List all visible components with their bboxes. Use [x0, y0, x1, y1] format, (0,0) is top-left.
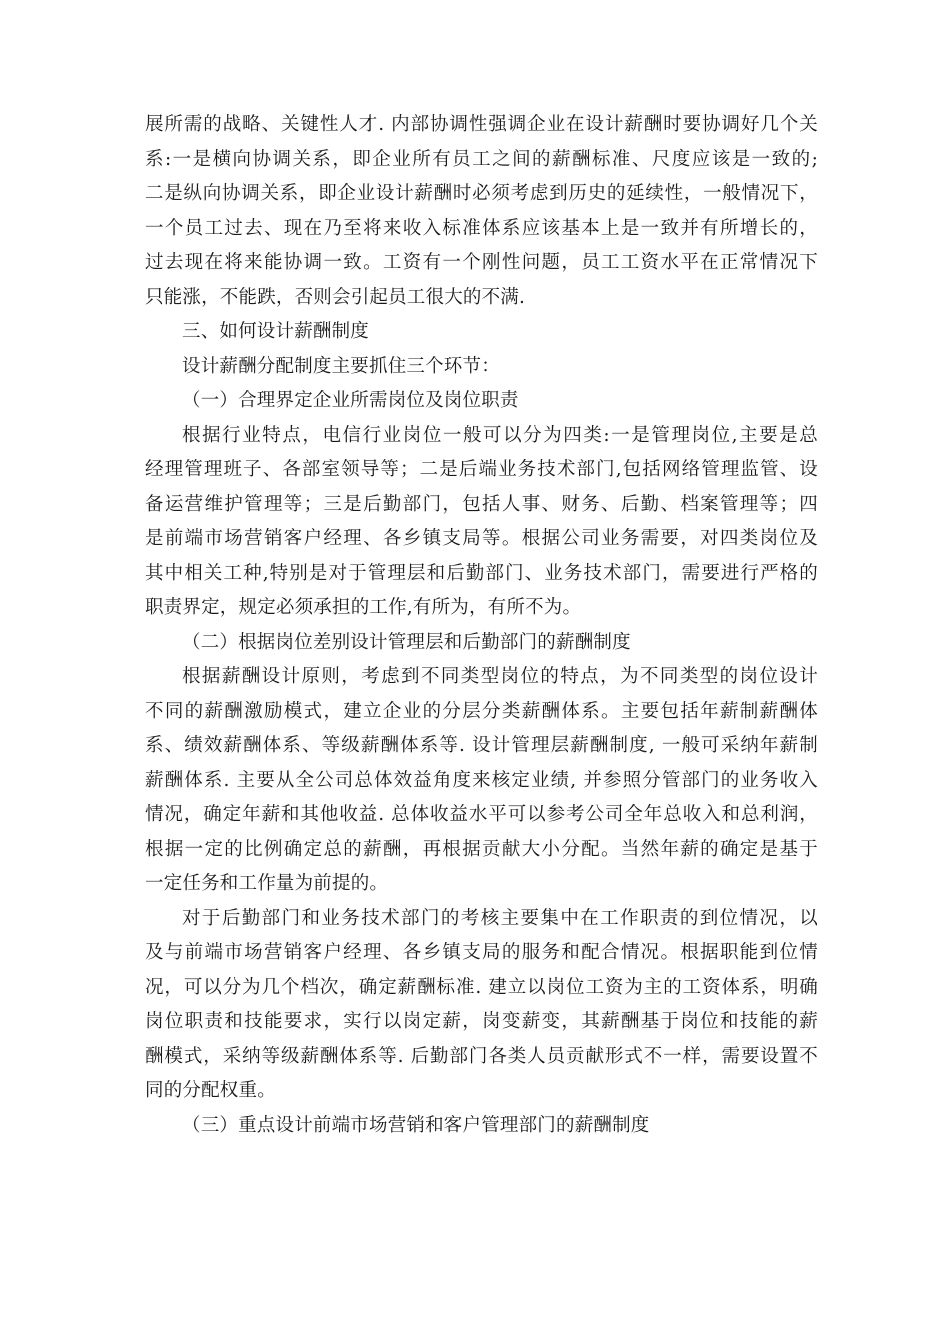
text-line: 备运营维护管理等；三是后勤部门，包括人事、财务、后勤、档案管理等；四 [145, 493, 818, 515]
text-line: 一个员工过去、现在乃至将来收入标准体系应该基本上是一致并有所增长的， [145, 217, 818, 239]
paragraph-internal-coordination [145, 108, 818, 315]
text-line: 二是纵向协调关系，即企业设计薪酬时必须考虑到历史的延续性，一般情况下， [145, 183, 818, 204]
text-line: 薪酬体系. 主要从全公司总体效益角度来核定业绩, 并参照分管部门的业务收入 [145, 769, 818, 791]
subsection-heading-2: （二）根据岗位差别设计管理层和后勤部门的薪酬制度 [182, 631, 631, 653]
text-line: 其中相关工种,特别是对于管理层和后勤部门、业务技术部门，需要进行严格的 [145, 562, 818, 584]
subsection-heading-3: （三）重点设计前端市场营销和客户管理部门的薪酬制度 [182, 1114, 650, 1136]
text-line: 系:一是横向协调关系，即企业所有员工之间的薪酬标准、尺度应该是一致的; [145, 148, 818, 170]
text-line: 同的分配权重。 [145, 1080, 276, 1101]
text-line: 岗位职责和技能要求，实行以岗定薪，岗变薪变，其薪酬基于岗位和技能的薪 [145, 1011, 818, 1032]
text-line: 情况，确定年薪和其他收益. 总体收益水平可以参考公司全年总收入和总利润， [145, 804, 818, 825]
text-line: 过去现在将来能协调一致。工资有一个刚性问题，员工工资水平在正常情况下 [145, 252, 818, 273]
paragraph-job-categories [145, 419, 818, 626]
text-line: 经理管理班子、各部室领导等；二是后端业务技术部门,包括网络管理监管、设 [145, 459, 818, 480]
text-line: 根据一定的比例确定总的薪酬，再根据贡献大小分配。当然年薪的确定是基于 [145, 838, 818, 860]
subsection-heading-1: （一）合理界定企业所需岗位及岗位职责 [182, 390, 519, 411]
text-line: 系、绩效薪酬体系、等级薪酬体系等. 设计管理层薪酬制度, 一般可采纳年薪制 [145, 735, 818, 756]
text-line: 根据行业特点，电信行业岗位一般可以分为四类:一是管理岗位,主要是总 [182, 424, 818, 446]
section-intro: 设计薪酬分配制度主要抓住三个环节： [182, 355, 500, 377]
text-line: 不同的薪酬激励模式，建立企业的分层分类薪酬体系。主要包括年薪制薪酬体 [145, 700, 818, 722]
text-line: 及与前端市场营销客户经理、各乡镇支局的服务和配合情况。根据职能到位情 [145, 942, 818, 963]
text-line: 一定任务和工作量为前提的。 [145, 873, 389, 894]
paragraph-salary-design-principles [145, 660, 818, 902]
text-line: 只能涨，不能跌，否则会引起员工很大的不满. [145, 286, 526, 308]
paragraph-support-departments [145, 902, 818, 1109]
text-line: 酬模式，采纳等级薪酬体系等. 后勤部门各类人员贡献形式不一样，需要设置不 [145, 1045, 818, 1067]
text-line: 况，可以分为几个档次，确定薪酬标准. 建立以岗位工资为主的工资体系，明确 [145, 976, 818, 998]
text-line: 是前端市场营销客户经理、各乡镇支局等。根据公司业务需要，对四类岗位及 [145, 528, 818, 549]
text-line: 对于后勤部门和业务技术部门的考核主要集中在工作职责的到位情况，以 [182, 907, 818, 929]
section-heading: 三、如何设计薪酬制度 [182, 321, 370, 342]
text-line: 根据薪酬设计原则，考虑到不同类型岗位的特点，为不同类型的岗位设计 [182, 666, 818, 687]
text-line: 展所需的战略、关键性人才. 内部协调性强调企业在设计薪酬时要协调好几个关 [145, 114, 818, 135]
text-line: 职责界定，规定必须承担的工作,有所为，有所不为。 [145, 597, 582, 618]
